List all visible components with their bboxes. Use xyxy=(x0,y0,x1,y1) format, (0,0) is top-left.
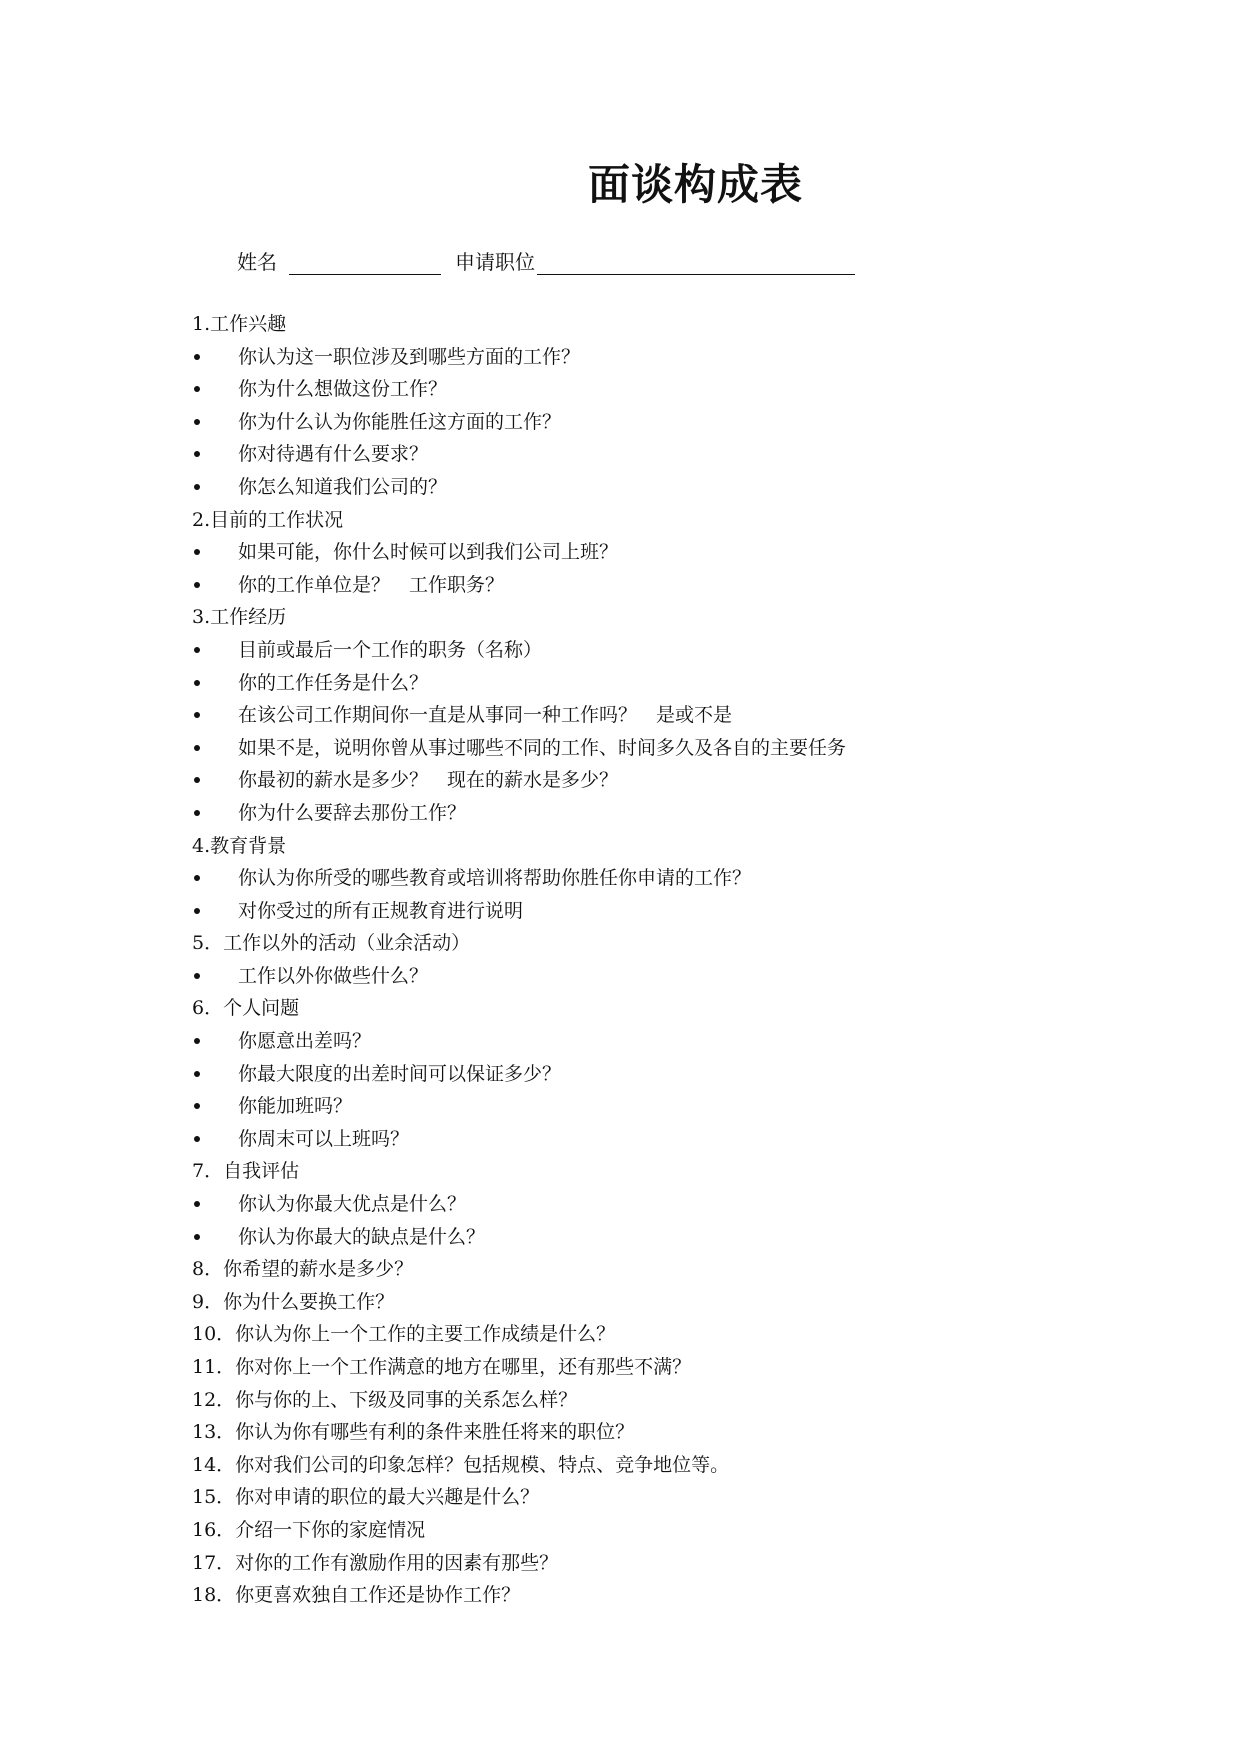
bullet-icon xyxy=(194,419,200,425)
bullet-icon xyxy=(194,484,200,490)
item-text: 你认为这一职位涉及到哪些方面的工作？ xyxy=(238,345,581,368)
section-heading xyxy=(192,1351,1192,1384)
item-text: 你认为你最大的缺点是什么？ xyxy=(238,1225,486,1248)
section-heading xyxy=(192,992,1192,1025)
bullet-icon xyxy=(194,745,200,751)
item-text: 如果可能，你什么时候可以到我们公司上班？ xyxy=(238,541,619,564)
item-text: 16．介绍一下你的家庭情况 xyxy=(192,1518,426,1541)
question-item xyxy=(192,1090,1192,1123)
item-text: 8．你希望的薪水是多少？ xyxy=(192,1258,414,1281)
question-item xyxy=(192,634,1192,667)
name-blank-line xyxy=(289,250,441,275)
section-heading xyxy=(192,504,1192,537)
bullet-icon xyxy=(194,810,200,816)
bullet-icon xyxy=(194,908,200,914)
section-heading xyxy=(192,1155,1192,1188)
item-text: 你认为你最大优点是什么？ xyxy=(238,1193,467,1216)
position-blank-line xyxy=(537,250,855,275)
bullet-icon xyxy=(194,777,200,783)
bullet-icon xyxy=(194,451,200,457)
position-label: 申请职位 xyxy=(455,250,535,274)
bullet-icon xyxy=(194,386,200,392)
section-heading xyxy=(192,1416,1192,1449)
item-text: 你对待遇有什么要求？ xyxy=(238,443,429,466)
item-text: 你为什么想做这份工作？ xyxy=(238,378,448,401)
item-text: 7．自我评估 xyxy=(192,1160,300,1183)
question-item xyxy=(192,732,1192,765)
question-item xyxy=(192,764,1192,797)
section-heading xyxy=(192,1514,1192,1547)
section-heading xyxy=(192,1579,1192,1612)
bullet-icon xyxy=(194,712,200,718)
section-heading xyxy=(192,601,1192,634)
question-item xyxy=(192,1188,1192,1221)
item-text: 如果不是，说明你曾从事过哪些不同的工作、时间多久及各自的主要任务 xyxy=(238,736,847,759)
bullet-icon xyxy=(194,647,200,653)
item-text: 你为什么认为你能胜任这方面的工作？ xyxy=(238,410,562,433)
section-heading xyxy=(192,1286,1192,1319)
item-text: 9．你为什么要换工作？ xyxy=(192,1290,395,1313)
item-text: 18．你更喜欢独自工作还是协作工作？ xyxy=(192,1584,521,1607)
item-text: 2.目前的工作状况 xyxy=(192,508,344,531)
question-item xyxy=(192,373,1192,406)
item-text: 你周末可以上班吗？ xyxy=(238,1127,410,1150)
question-item xyxy=(192,699,1192,732)
question-item xyxy=(192,862,1192,895)
section-heading xyxy=(192,1449,1192,1482)
question-item xyxy=(192,895,1192,928)
item-text: 4.教育背景 xyxy=(192,834,287,857)
section-heading xyxy=(192,1547,1192,1580)
question-item xyxy=(192,1058,1192,1091)
question-item xyxy=(192,1221,1192,1254)
question-item xyxy=(192,667,1192,700)
bullet-icon xyxy=(194,680,200,686)
applicant-fields xyxy=(237,246,855,275)
item-text: 17．对你的工作有激励作用的因素有那些？ xyxy=(192,1551,559,1574)
item-text: 14．你对我们公司的印象怎样？包括规模、特点、竞争地位等。 xyxy=(192,1453,730,1476)
item-text: 目前或最后一个工作的职务（名称） xyxy=(238,638,543,661)
item-text: 你的工作单位是？ 工作职务？ xyxy=(238,573,505,596)
question-item xyxy=(192,1123,1192,1156)
item-text: 你最大限度的出差时间可以保证多少？ xyxy=(238,1062,562,1085)
bullet-icon xyxy=(194,1136,200,1142)
item-text: 10．你认为你上一个工作的主要工作成绩是什么？ xyxy=(192,1323,616,1346)
question-item xyxy=(192,797,1192,830)
bullet-icon xyxy=(194,875,200,881)
question-item xyxy=(192,960,1192,993)
name-label: 姓名 xyxy=(237,250,277,274)
bullet-icon xyxy=(194,549,200,555)
item-text: 你怎么知道我们公司的？ xyxy=(238,475,448,498)
question-item xyxy=(192,341,1192,374)
question-item xyxy=(192,406,1192,439)
question-list xyxy=(192,308,1192,1612)
bullet-icon xyxy=(194,1201,200,1207)
item-text: 你最初的薪水是多少？ 现在的薪水是多少？ xyxy=(238,769,619,792)
question-item xyxy=(192,569,1192,602)
page-title: 面谈构成表 xyxy=(587,160,803,209)
bullet-icon xyxy=(194,973,200,979)
question-item xyxy=(192,1025,1192,1058)
bullet-icon xyxy=(194,1038,200,1044)
item-text: 你愿意出差吗？ xyxy=(238,1030,372,1053)
item-text: 对你受过的所有正规教育进行说明 xyxy=(238,899,524,922)
question-item xyxy=(192,471,1192,504)
item-text: 工作以外你做些什么？ xyxy=(238,964,429,987)
section-heading xyxy=(192,1481,1192,1514)
item-text: 你为什么要辞去那份工作？ xyxy=(238,801,467,824)
section-heading xyxy=(192,1384,1192,1417)
section-heading xyxy=(192,830,1192,863)
item-text: 你认为你所受的哪些教育或培训将帮助你胜任你申请的工作？ xyxy=(238,867,752,890)
item-text: 3.工作经历 xyxy=(192,606,287,629)
item-text: 6．个人问题 xyxy=(192,997,300,1020)
question-item xyxy=(192,438,1192,471)
bullet-icon xyxy=(194,1071,200,1077)
item-text: 15．你对申请的职位的最大兴趣是什么？ xyxy=(192,1486,540,1509)
item-text: 12．你与你的上、下级及同事的关系怎么样？ xyxy=(192,1388,578,1411)
question-item xyxy=(192,536,1192,569)
item-text: 在该公司工作期间你一直是从事同一种工作吗？ 是或不是 xyxy=(238,704,733,727)
item-text: 5．工作以外的活动（业余活动） xyxy=(192,932,471,955)
item-text: 11．你对你上一个工作满意的地方在哪里，还有那些不满？ xyxy=(192,1356,692,1378)
item-text: 1.工作兴趣 xyxy=(192,313,287,335)
section-heading xyxy=(192,1253,1192,1286)
bullet-icon xyxy=(194,1103,200,1109)
section-heading xyxy=(192,927,1192,960)
item-text: 你能加班吗？ xyxy=(238,1095,353,1118)
section-heading xyxy=(192,308,1192,341)
item-text: 13．你认为你有哪些有利的条件来胜任将来的职位？ xyxy=(192,1421,635,1444)
bullet-icon xyxy=(194,1234,200,1240)
section-heading xyxy=(192,1318,1192,1351)
item-text: 你的工作任务是什么？ xyxy=(238,671,429,694)
bullet-icon xyxy=(194,582,200,588)
bullet-icon xyxy=(194,354,200,360)
